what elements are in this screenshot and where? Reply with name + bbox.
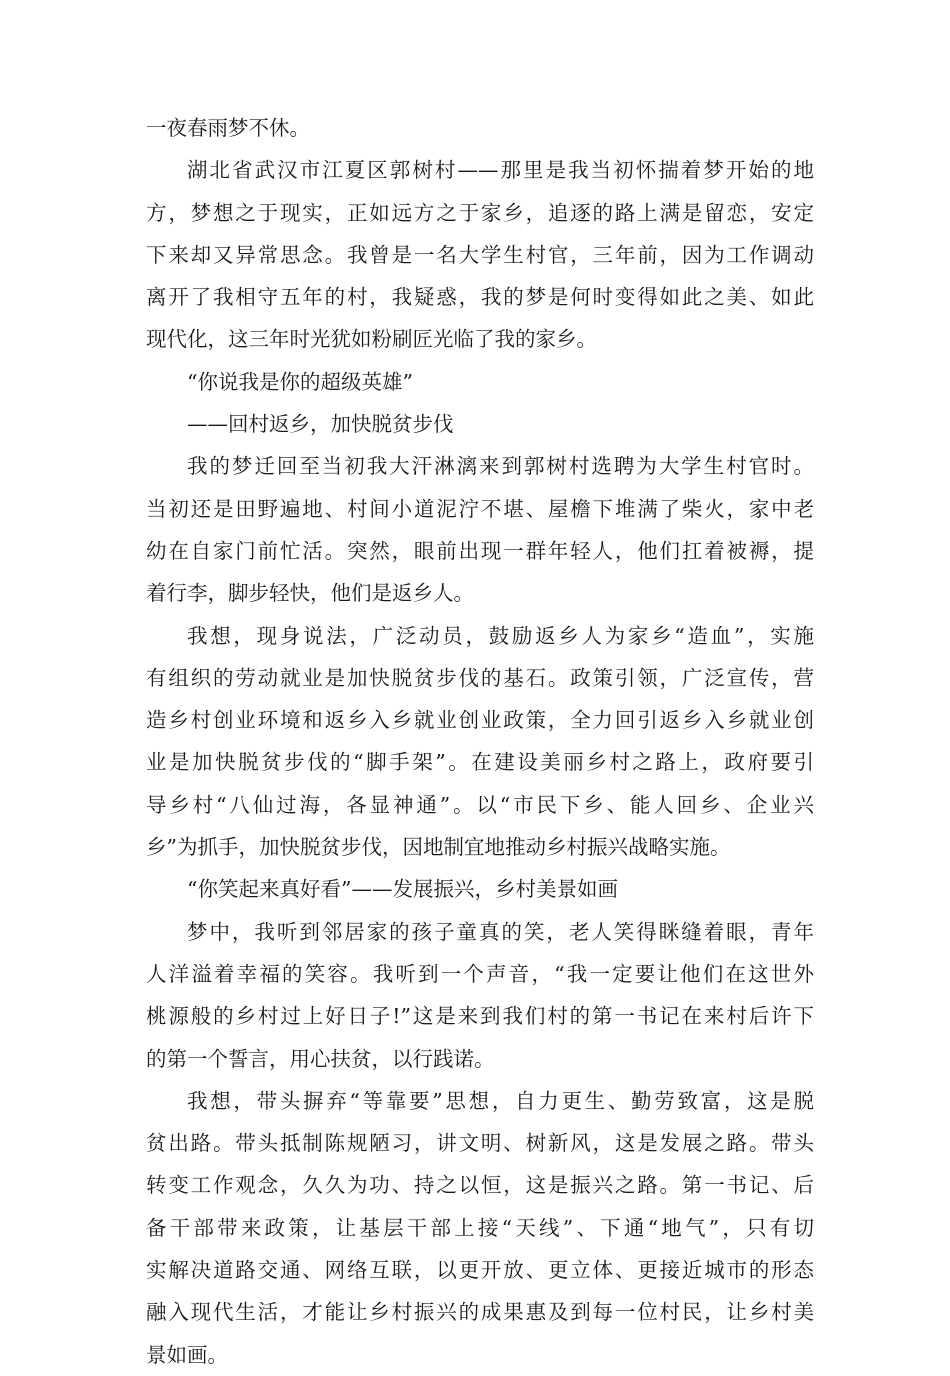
- text-line: 方，梦想之于现实，正如远方之于家乡，追逐的路上满是留恋，安定: [146, 200, 814, 225]
- text-line: 景如画。: [146, 1342, 228, 1367]
- text-line: 备干部带来政策，让基层干部上接“天线”、下通“地气”，只有切: [146, 1215, 814, 1240]
- text-line: 的第一个誓言，用心扶贫，以行践诺。: [146, 1046, 495, 1071]
- text-line: 着行李，脚步轻快，他们是返乡人。: [146, 581, 474, 606]
- text-line: 融入现代生活，才能让乡村振兴的成果惠及到每一位村民，让乡村美: [146, 1300, 814, 1325]
- paragraph-start-line: 我想，带头摒弃“等靠要”思想，自力更生、勤劳致富，这是脱: [187, 1088, 814, 1113]
- paragraph-start-line: 湖北省武汉市江夏区郭树村——那里是我当初怀揣着梦开始的地: [187, 158, 814, 183]
- text-line: 造乡村创业环境和返乡入乡就业创业政策，全力回引返乡入乡就业创: [146, 708, 814, 733]
- text-line: 实解决道路交通、网络互联，以更开放、更立体、更接近城市的形态: [146, 1258, 814, 1283]
- text-line: 桃源般的乡村过上好日子!”这是来到我们村的第一书记在来村后许下: [146, 1004, 814, 1029]
- text-line: 一夜春雨梦不休。: [146, 116, 310, 140]
- text-line: 有组织的劳动就业是加快脱贫步伐的基石。政策引领，广泛宣传，营: [146, 665, 814, 690]
- text-line: 人洋溢着幸福的笑容。我听到一个声音，“我一定要让他们在这世外: [146, 961, 814, 986]
- text-line: 转变工作观念，久久为功、持之以恒，这是振兴之路。第一书记、后: [146, 1173, 814, 1198]
- text-line: 业是加快脱贫步伐的“脚手架”。在建设美丽乡村之路上，政府要引: [146, 750, 814, 775]
- section-heading: “你笑起来真好看”——发展振兴，乡村美景如画: [187, 877, 618, 902]
- paragraph-start-line: 我想，现身说法，广泛动员，鼓励返乡人为家乡“造血”，实施: [187, 623, 814, 648]
- text-line: 当初还是田野遍地、村间小道泥泞不堪、屋檐下堆满了柴火，家中老: [146, 496, 814, 521]
- text-line: 贫出路。带头抵制陈规陋习，讲文明、树新风，这是发展之路。带头: [146, 1131, 814, 1156]
- paragraph-start-line: 梦中，我听到邻居家的孩子童真的笑，老人笑得眯缝着眼，青年: [187, 919, 814, 944]
- text-line: 离开了我相守五年的村，我疑惑，我的梦是何时变得如此之美、如此: [146, 285, 814, 310]
- section-subheading: ——回村返乡，加快脱贫步伐: [187, 412, 454, 437]
- document-body: [146, 107, 814, 1376]
- text-line: 导乡村“八仙过海，各显神通”。以“市民下乡、能人回乡、企业兴: [146, 792, 814, 817]
- text-line: 幼在自家门前忙活。突然，眼前出现一群年轻人，他们扛着被褥，提: [146, 538, 814, 563]
- section-heading: “你说我是你的超级英雄”: [187, 369, 413, 394]
- paragraph-start-line: 我的梦迁回至当初我大汗淋漓来到郭树村选聘为大学生村官时。: [187, 454, 814, 479]
- text-line: 下来却又异常思念。我曾是一名大学生村官，三年前，因为工作调动: [146, 242, 814, 267]
- text-line: 乡”为抓手，加快脱贫步伐，因地制宜地推动乡村振兴战略实施。: [146, 835, 731, 860]
- text-line: 现代化，这三年时光犹如粉刷匠光临了我的家乡。: [146, 327, 597, 352]
